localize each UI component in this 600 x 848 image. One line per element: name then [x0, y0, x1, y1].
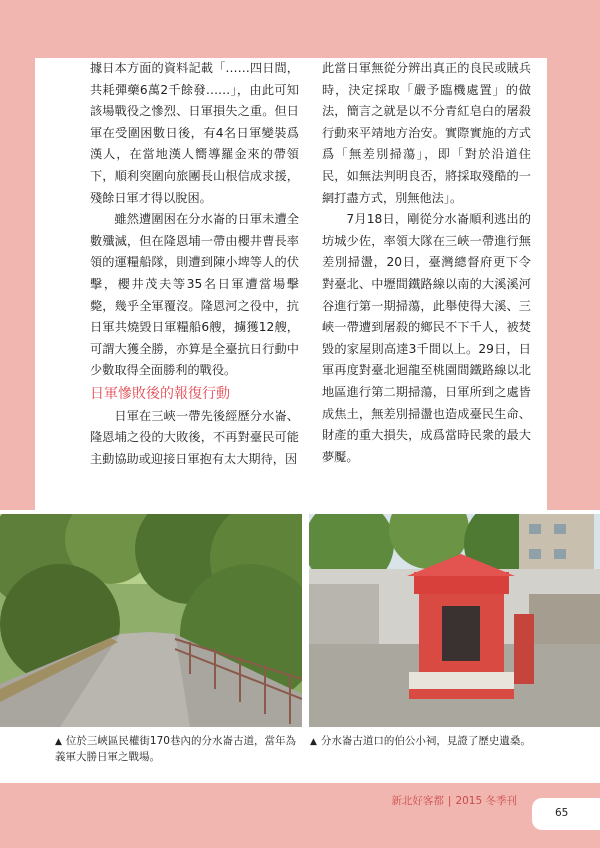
left-caption-text: 位於三峽區民權街170巷內的分水崙古道，當年為義軍大勝日軍之戰場。: [55, 735, 296, 763]
caption-band: [0, 730, 600, 783]
page-footer: [0, 783, 600, 848]
trail-photo: [0, 514, 302, 727]
right-paragraph-1: 此當日軍無從分辨出真正的良民或賊兵時，決定採取「嚴予臨機處置」的做法，簡言之就是以不分青紅皂白的屠殺行動來平靖地方治安。實際實施的方式爲「無差別掃蕩」，即「對於沿道住民，如無法判明良否，將採取殘酷的一網打盡方式，別無他法」。: [322, 61, 531, 205]
photo-band: [0, 510, 600, 730]
shrine-photo: [309, 514, 600, 727]
right-caption-text: 分水崙古道口的伯公小祠，見證了歷史遺桑。: [320, 735, 531, 747]
left-paragraph-3: 日軍在三峽一帶先後經歷分水崙、隆恩埔之役的大敗後，不再對臺民可能主動協助或迎接日軍抱有太大期待，因: [90, 408, 299, 466]
magazine-title: 新北好客都: [391, 795, 444, 807]
left-photo-caption: [55, 734, 300, 765]
right-photo-caption: [310, 734, 540, 750]
magazine-info: [391, 793, 517, 808]
page-number: 65: [555, 807, 569, 819]
issue-label: 2015 冬季刊: [455, 795, 517, 807]
section-heading: 日軍慘敗後的報復行動: [90, 385, 230, 402]
caption-marker-icon: ▲: [55, 737, 62, 747]
article-panel: [35, 58, 547, 510]
footer-separator: |: [447, 795, 452, 807]
right-text-column: [322, 58, 531, 468]
left-paragraph-1: 據日本方面的資料記載「……四日間，共耗彈藥6萬2千餘發……」，由此可知該場戰役之慘烈、日軍損失之重。但日軍在受圍困數日後，有4名日軍變裝爲漢人，在當地漢人嚮導羅金來的帶領下，順利突圍向旅團長山根信成求援，殘餘日軍才得以脫困。: [90, 61, 299, 205]
right-paragraph-2: 7月18日，剛從分水崙順利逃出的坊城少佐，率領大隊在三峽一帶進行無差別掃盪，20日，臺灣總督府更下令對臺北、中壢間鐵路線以南的大溪溪河谷進行第一期掃蕩，此舉使得大溪、三峽一帶遭到屠殺的鄉民不下千人，被焚毀的家屋則高達3千間以上。29日，日軍再度對臺北迴龍至桃園間鐵路線以北地區進行第二期掃蕩，日軍所到之處皆成焦土，無差別掃盪也造成臺民生命、財產的重大損失，成爲當時民衆的最大夢魘。: [322, 212, 531, 464]
left-paragraph-2: 雖然遭圍困在分水崙的日軍未遭全數殲滅，但在隆恩埔一帶由櫻井曹長率領的運糧船隊，則遭到陳小埤等人的伏擊，櫻井茂夫等35名日軍遭當場擊斃，幾乎全軍覆沒。隆恩河之役中，抗日軍共燒毀日軍糧船6艘，擄獲12艘，可謂大獲全勝，亦算是全臺抗日行動中少數取得全面勝利的戰役。: [90, 212, 299, 378]
caption-marker-icon: ▲: [310, 737, 317, 747]
left-text-column: [90, 58, 299, 470]
